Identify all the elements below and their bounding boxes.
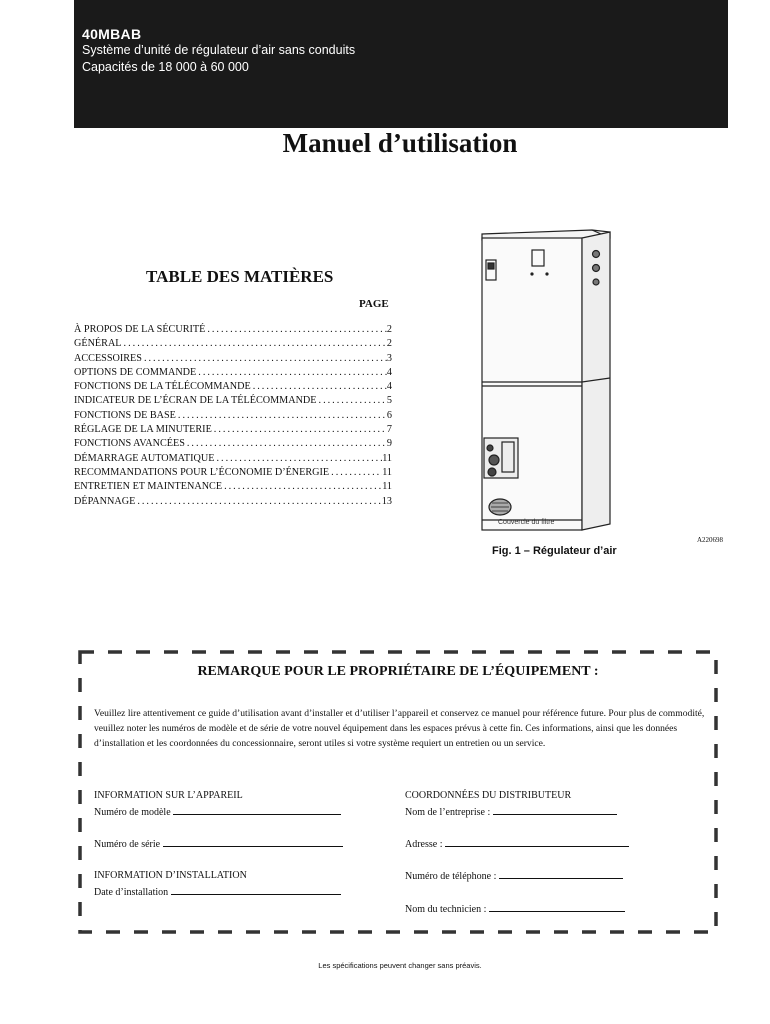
phone-blank[interactable] bbox=[499, 868, 623, 879]
install-heading: INFORMATION D’INSTALLATION bbox=[94, 870, 247, 881]
capacity-range: Capacités de 18 000 à 60 000 bbox=[82, 60, 249, 74]
toc-heading: TABLE DES MATIÈRES bbox=[146, 267, 334, 286]
technician-blank[interactable] bbox=[489, 901, 625, 912]
serial-number-field[interactable] bbox=[94, 836, 343, 853]
model-blank[interactable] bbox=[173, 804, 341, 815]
dealer-heading: COORDONNÉES DU DISTRIBUTEUR bbox=[405, 790, 572, 801]
toc-item-label: FONCTIONS DE BASE bbox=[74, 409, 176, 421]
technician-info bbox=[405, 901, 625, 918]
serial-blank[interactable] bbox=[163, 836, 343, 847]
toc-item-page: 2 bbox=[386, 338, 392, 350]
company-field[interactable] bbox=[405, 804, 617, 821]
page-title: Manuel d’utilisation bbox=[282, 128, 518, 158]
toc-item-label: À PROPOS DE LA SÉCURITÉ bbox=[74, 324, 206, 335]
toc-item-label: OPTIONS DE COMMANDE bbox=[74, 366, 197, 378]
toc-leader-dots bbox=[212, 423, 387, 437]
figure-caption: Fig. 1 – Régulateur d’air bbox=[492, 545, 617, 557]
toc-item-label: RECOMMANDATIONS POUR L’ÉCONOMIE D’ÉNERGIE bbox=[74, 466, 330, 478]
toc-item[interactable] bbox=[74, 423, 392, 437]
figure-code: A220698 bbox=[697, 536, 724, 544]
toc-item[interactable] bbox=[74, 437, 392, 451]
toc-item-page: 11 bbox=[382, 452, 392, 464]
address-field[interactable] bbox=[405, 836, 629, 853]
model-number: 40MBAB bbox=[82, 26, 142, 42]
owner-notice-box bbox=[78, 650, 718, 934]
equipment-info bbox=[94, 788, 341, 821]
phone-field[interactable] bbox=[405, 868, 623, 885]
toc-item-label: DÉPANNAGE bbox=[74, 495, 136, 507]
toc-item[interactable] bbox=[74, 323, 392, 337]
toc-leader-dots bbox=[135, 495, 381, 509]
company-blank[interactable] bbox=[493, 804, 617, 815]
toc-leader-dots bbox=[196, 366, 387, 380]
address-blank[interactable] bbox=[445, 836, 629, 847]
toc-leader-dots bbox=[185, 437, 387, 451]
toc-item[interactable] bbox=[74, 352, 392, 366]
toc-leader-dots bbox=[222, 480, 382, 494]
install-date-label: Date d’installation bbox=[94, 887, 169, 898]
notice-title: REMARQUE POUR LE PROPRIÉTAIRE DE L’ÉQUIPEMENT : bbox=[197, 664, 599, 679]
toc-item-label: FONCTIONS AVANCÉES bbox=[74, 438, 185, 450]
toc-item[interactable] bbox=[74, 337, 392, 351]
toc-item-label: INDICATEUR DE L’ÉCRAN DE LA TÉLÉCOMMANDE bbox=[74, 395, 317, 407]
toc-item[interactable] bbox=[74, 409, 392, 423]
toc-item-label: ENTRETIEN ET MAINTENANCE bbox=[74, 481, 223, 493]
toc-item[interactable] bbox=[74, 380, 392, 394]
toc-item[interactable] bbox=[74, 495, 392, 509]
air-handler-illustration bbox=[462, 220, 728, 548]
install-date-blank[interactable] bbox=[171, 884, 341, 895]
toc-item-page: 11 bbox=[382, 481, 392, 493]
model-label: Numéro de modèle bbox=[94, 807, 171, 818]
installation-info bbox=[94, 868, 341, 901]
toc-leader-dots bbox=[142, 352, 387, 366]
toc-leader-dots bbox=[214, 452, 382, 466]
address-info bbox=[405, 836, 629, 853]
header-band bbox=[74, 0, 728, 128]
technician-field[interactable] bbox=[405, 901, 625, 918]
serial-info bbox=[94, 836, 343, 853]
toc-item-page: 4 bbox=[386, 381, 392, 393]
toc-item[interactable] bbox=[74, 394, 392, 408]
table-of-contents bbox=[74, 323, 392, 509]
toc-item-label: DÉMARRAGE AUTOMATIQUE bbox=[74, 452, 215, 464]
toc-item-label: FONCTIONS DE LA TÉLÉCOMMANDE bbox=[74, 381, 251, 393]
toc-item[interactable] bbox=[74, 480, 392, 494]
toc-item-page: 7 bbox=[386, 424, 392, 436]
toc-leader-dots bbox=[176, 409, 387, 423]
company-label: Nom de l’entreprise : bbox=[405, 807, 491, 818]
toc-leader-dots bbox=[317, 394, 387, 408]
toc-leader-dots bbox=[205, 323, 387, 337]
equipment-heading: INFORMATION SUR L’APPAREIL bbox=[94, 790, 243, 801]
phone-info bbox=[405, 868, 623, 885]
toc-item-label: GÉNÉRAL bbox=[74, 338, 122, 350]
toc-item-page: 2 bbox=[386, 324, 392, 335]
toc-item-page: 5 bbox=[386, 395, 392, 407]
toc-leader-dots bbox=[329, 466, 382, 480]
model-number-field[interactable] bbox=[94, 804, 341, 821]
product-subtitle: Système d’unité de régulateur d’air sans conduits bbox=[82, 43, 356, 57]
toc-item-page: 6 bbox=[386, 409, 392, 421]
toc-item[interactable] bbox=[74, 366, 392, 380]
toc-item-page: 13 bbox=[381, 495, 392, 507]
phone-label: Numéro de téléphone : bbox=[405, 871, 497, 882]
technician-label: Nom du technicien : bbox=[405, 904, 487, 915]
toc-item-page: 3 bbox=[386, 352, 392, 364]
dealer-info bbox=[405, 788, 617, 821]
toc-item-label: ACCESSOIRES bbox=[74, 352, 142, 364]
filter-cover-label: Couvercle du filtre bbox=[498, 519, 555, 526]
serial-label: Numéro de série bbox=[94, 839, 161, 850]
toc-leader-dots bbox=[122, 337, 387, 351]
install-date-field[interactable] bbox=[94, 884, 341, 901]
toc-item-page: 4 bbox=[386, 366, 392, 378]
toc-item[interactable] bbox=[74, 452, 392, 466]
notice-text: Veuillez lire attentivement ce guide d’utilisation avant d’installer et d’utiliser l’appareil et conservez ce manuel pour référence future. Pour plus de commodité, veuillez noter les numéros de modèle et de série de votre nouvel équipement dans les espaces prévus à cette fin. Ces informations, ainsi que les données d’installation et les coordonnées du concessionnaire, seront utiles si votre système requiert un entretien ou un service. bbox=[94, 708, 705, 749]
toc-item-page: 11 bbox=[382, 466, 392, 478]
toc-item-label: RÉGLAGE DE LA MINUTERIE bbox=[74, 424, 212, 436]
toc-page-label: PAGE bbox=[359, 298, 389, 310]
address-label: Adresse : bbox=[405, 839, 443, 850]
footer-note: Les spécifications peuvent changer sans préavis. bbox=[318, 961, 482, 970]
toc-item-page: 9 bbox=[386, 438, 392, 450]
toc-item[interactable] bbox=[74, 466, 392, 480]
toc-leader-dots bbox=[251, 380, 387, 394]
